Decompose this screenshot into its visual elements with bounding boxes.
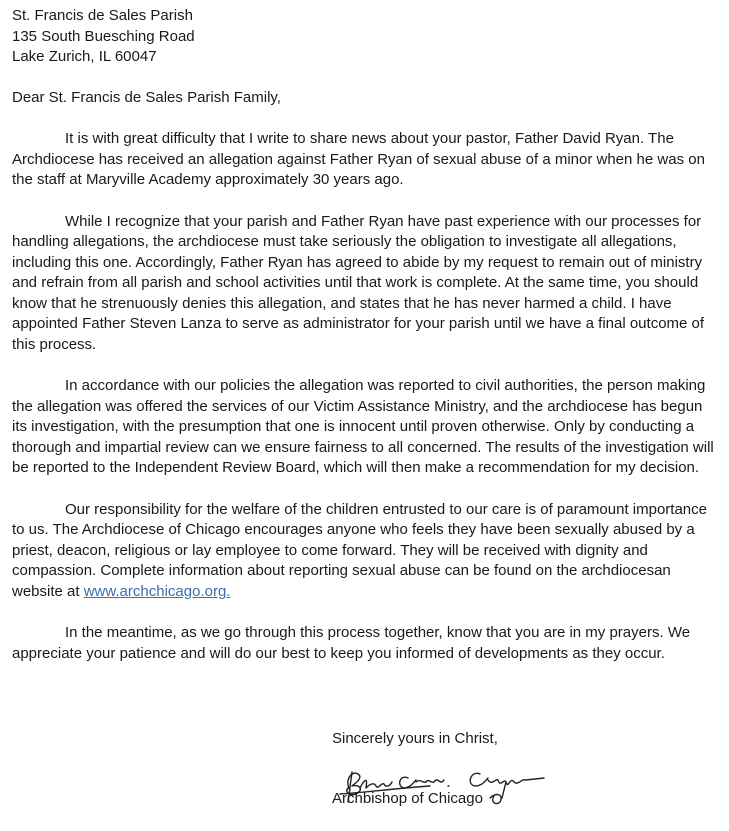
address-block <box>12 6 718 68</box>
salutation: Dear St. Francis de Sales Parish Family, <box>12 88 281 106</box>
letter-body <box>12 6 718 664</box>
paragraph-5: In the meantime, as we go through this process together, know that you are in my prayers. We appreciate your patience and will do our best to keep you informed of developments as they occur. <box>12 624 691 662</box>
closing-line: Sincerely yours in Christ, <box>332 730 498 747</box>
paragraph-4 <box>12 500 718 603</box>
paragraph-1: It is with great difficulty that I write to share news about your pastor, Father David Ryan. The Archdiocese has received an allegation against Father Ryan of sexual abuse of a minor when he was on the staff at Maryville Academy approximately 30 years ago. <box>12 130 705 188</box>
paragraph-2: While I recognize that your parish and Father Ryan have past experience with our processes for handling allegations, the archdiocese must take seriously the obligation to investigate all allegations, including this one. Accordingly, Father Ryan has agreed to abide by my request to remain out of ministry and refrain from all parish and school activities until that work is complete. At the same time, you should know that he strenuously denies this allegation, and states that he has never harmed a child. I have appointed Father Steven Lanza to serve as administrator for your parish until we have a final outcome of this process. <box>12 212 705 353</box>
paragraph-3: In accordance with our policies the allegation was reported to civil authorities, the person making the allegation was offered the services of our Victim Assistance Ministry, and the archdiocese has begun its investigation, with the presumption that one is innocent until proven otherwise. Only by conducting a thorough and impartial review can we ensure fairness to all concerned. The results of the investigation will be reported to the Independent Review Board, which will then make a recommendation for my decision. <box>12 377 714 476</box>
signature-title: Archbishop of Chicago <box>332 790 483 807</box>
paragraph-4-text: Our responsibility for the welfare of the children entrusted to our care is of paramount importance to us. The Archdiocese of Chicago encourages anyone who feels they have been sexually abused by a priest, deacon, religious or lay employee to come forward. They will be received with dignity and compassion. Complete information about reporting sexual abuse can be found on the archdiocesan website at <box>12 500 707 600</box>
archchicago-website-link[interactable]: www.archchicago.org. <box>83 582 231 600</box>
address-line-3: Lake Zurich, IL 60047 <box>12 48 157 65</box>
address-line-1: St. Francis de Sales Parish <box>12 7 193 24</box>
address-line-2: 135 South Buesching Road <box>12 27 195 45</box>
